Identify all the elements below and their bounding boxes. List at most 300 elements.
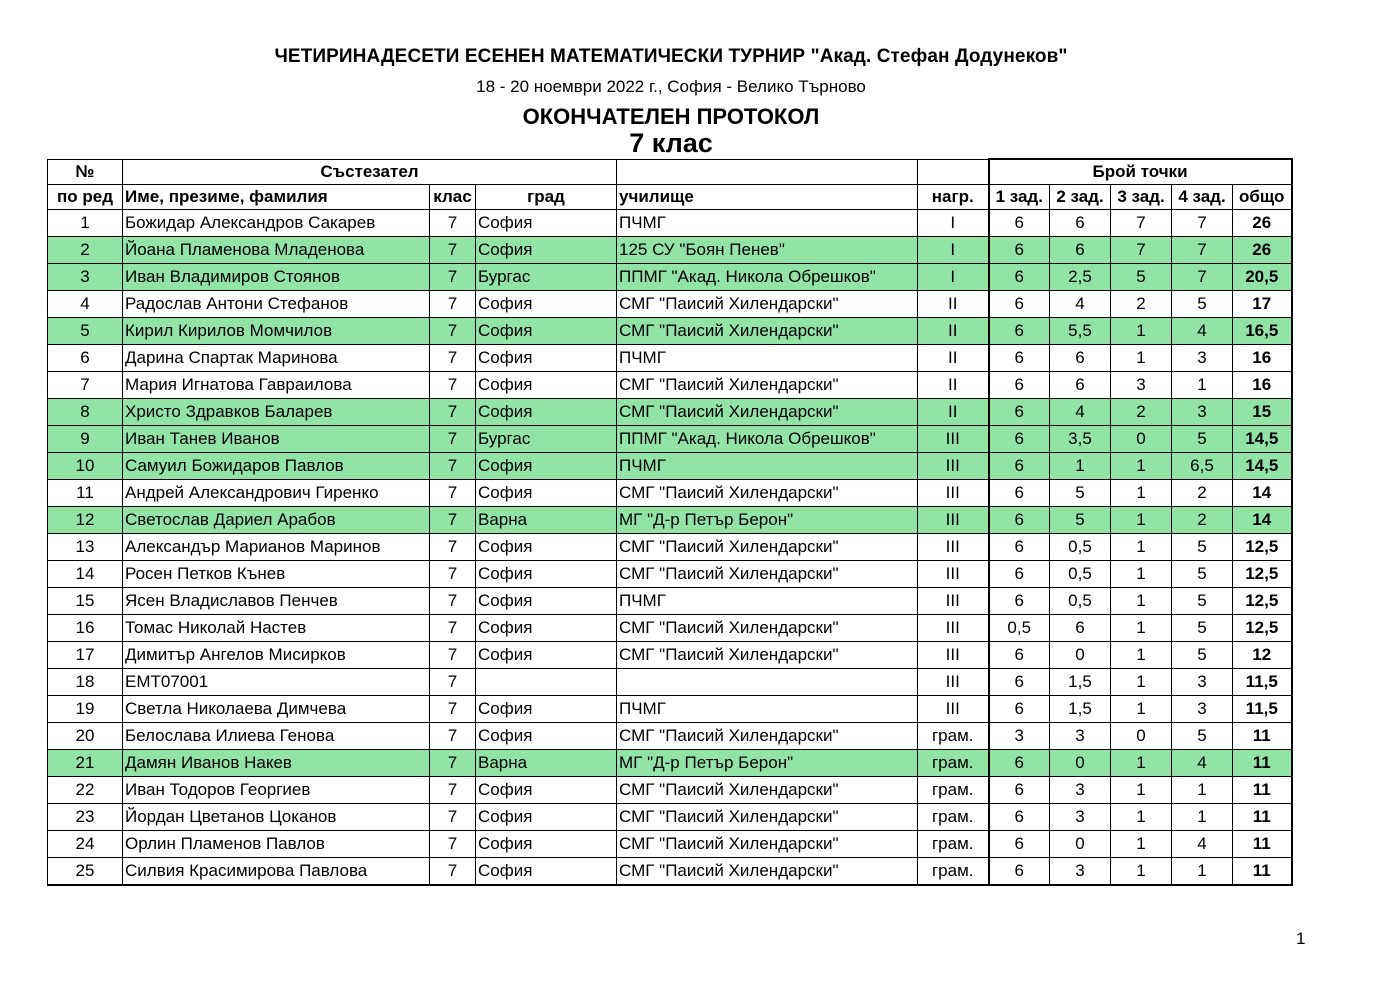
contestant-school: СМГ "Паисий Хилендарски" xyxy=(617,858,918,886)
contestant-school: 125 СУ "Боян Пенев" xyxy=(617,237,918,264)
contestant-award: III xyxy=(918,507,989,534)
contestant-grade: 7 xyxy=(430,318,476,345)
header-award: нагр. xyxy=(918,185,989,210)
score-problem-2: 2,5 xyxy=(1050,264,1111,291)
contestant-award: III xyxy=(918,615,989,642)
contestant-name: EMT07001 xyxy=(123,669,430,696)
score-problem-3: 0 xyxy=(1111,426,1172,453)
contestant-name: Орлин Пламенов Павлов xyxy=(123,831,430,858)
contestant-name: Иван Владимиров Стоянов xyxy=(123,264,430,291)
score-problem-1: 6 xyxy=(989,534,1050,561)
contestant-name: Светослав Дариел Арабов xyxy=(123,507,430,534)
contestant-grade: 7 xyxy=(430,777,476,804)
score-total: 16 xyxy=(1233,372,1292,399)
score-problem-2: 0 xyxy=(1050,642,1111,669)
contestant-grade: 7 xyxy=(430,480,476,507)
contestant-grade: 7 xyxy=(430,804,476,831)
class-label: 7 клас xyxy=(629,128,713,158)
score-problem-3: 1 xyxy=(1111,561,1172,588)
table-row xyxy=(48,588,1292,615)
score-problem-4: 4 xyxy=(1172,750,1233,777)
score-problem-3: 3 xyxy=(1111,372,1172,399)
contestant-name: Мария Игнатова Гавраилова xyxy=(123,372,430,399)
contestant-grade: 7 xyxy=(430,750,476,777)
header-contestant: Състезател xyxy=(123,159,617,185)
contestant-name: Димитър Ангелов Мисирков xyxy=(123,642,430,669)
score-problem-2: 6 xyxy=(1050,345,1111,372)
contestant-school: СМГ "Паисий Хилендарски" xyxy=(617,615,918,642)
contestant-name: Светла Николаева Димчева xyxy=(123,696,430,723)
score-problem-2: 4 xyxy=(1050,399,1111,426)
score-problem-1: 6 xyxy=(989,480,1050,507)
contestant-name: Андрей Александрович Гиренко xyxy=(123,480,430,507)
contestant-school: СМГ "Паисий Хилендарски" xyxy=(617,399,918,426)
contestant-city: София xyxy=(476,561,617,588)
protocol-heading: ОКОНЧАТЕЛЕН ПРОТОКОЛ xyxy=(522,104,820,129)
score-problem-1: 6 xyxy=(989,507,1050,534)
table-row xyxy=(48,237,1292,264)
score-problem-3: 7 xyxy=(1111,237,1172,264)
contestant-city: София xyxy=(476,291,617,318)
contestant-grade: 7 xyxy=(430,588,476,615)
contestant-award: грам. xyxy=(918,723,989,750)
contestant-school: СМГ "Паисий Хилендарски" xyxy=(617,642,918,669)
score-problem-4: 5 xyxy=(1172,642,1233,669)
table-row xyxy=(48,480,1292,507)
contestant-city: София xyxy=(476,345,617,372)
score-problem-4: 3 xyxy=(1172,345,1233,372)
contestant-name: Самуил Божидаров Павлов xyxy=(123,453,430,480)
contestant-name: Белослава Илиева Генова xyxy=(123,723,430,750)
contestant-school: ПЧМГ xyxy=(617,696,918,723)
contestant-school: СМГ "Паисий Хилендарски" xyxy=(617,561,918,588)
table-row xyxy=(48,615,1292,642)
contestant-school: СМГ "Паисий Хилендарски" xyxy=(617,372,918,399)
header-no: № xyxy=(48,159,123,185)
score-problem-3: 1 xyxy=(1111,534,1172,561)
contestant-award: грам. xyxy=(918,750,989,777)
header-blank-award xyxy=(918,159,989,185)
score-problem-4: 3 xyxy=(1172,669,1233,696)
row-number: 20 xyxy=(48,723,123,750)
score-problem-3: 2 xyxy=(1111,399,1172,426)
contestant-name: Иван Тодоров Георгиев xyxy=(123,777,430,804)
score-problem-4: 2 xyxy=(1172,507,1233,534)
table-row xyxy=(48,804,1292,831)
score-total: 12,5 xyxy=(1233,615,1292,642)
score-problem-2: 3 xyxy=(1050,804,1111,831)
score-total: 20,5 xyxy=(1233,264,1292,291)
score-problem-2: 0,5 xyxy=(1050,534,1111,561)
contestant-city: София xyxy=(476,831,617,858)
contestant-award: грам. xyxy=(918,804,989,831)
score-total: 14 xyxy=(1233,507,1292,534)
contestant-award: III xyxy=(918,669,989,696)
score-problem-3: 1 xyxy=(1111,804,1172,831)
contestant-school: СМГ "Паисий Хилендарски" xyxy=(617,534,918,561)
score-problem-1: 6 xyxy=(989,291,1050,318)
score-problem-4: 5 xyxy=(1172,615,1233,642)
table-row xyxy=(48,318,1292,345)
contestant-award: III xyxy=(918,561,989,588)
header-grade: клас xyxy=(430,185,476,210)
score-problem-1: 6 xyxy=(989,642,1050,669)
score-problem-3: 1 xyxy=(1111,696,1172,723)
table-row xyxy=(48,264,1292,291)
score-problem-4: 5 xyxy=(1172,723,1233,750)
score-problem-3: 1 xyxy=(1111,453,1172,480)
header-name: Име, презиме, фамилия xyxy=(123,185,430,210)
contestant-city: София xyxy=(476,777,617,804)
score-total: 17 xyxy=(1233,291,1292,318)
contestant-city: София xyxy=(476,453,617,480)
score-problem-1: 6 xyxy=(989,777,1050,804)
contestant-city: София xyxy=(476,480,617,507)
score-problem-3: 1 xyxy=(1111,750,1172,777)
row-number: 15 xyxy=(48,588,123,615)
contestant-award: III xyxy=(918,480,989,507)
row-number: 14 xyxy=(48,561,123,588)
table-row xyxy=(48,453,1292,480)
score-problem-4: 3 xyxy=(1172,399,1233,426)
table-row xyxy=(48,858,1292,886)
table-row xyxy=(48,777,1292,804)
contestant-name: Силвия Красимирова Павлова xyxy=(123,858,430,886)
contestant-name: Росен Петков Кънев xyxy=(123,561,430,588)
contestant-name: Йоана Пламенова Младенова xyxy=(123,237,430,264)
score-problem-3: 1 xyxy=(1111,831,1172,858)
contestant-city: София xyxy=(476,318,617,345)
contestant-grade: 7 xyxy=(430,453,476,480)
contestant-name: Йордан Цветанов Цоканов xyxy=(123,804,430,831)
row-number: 10 xyxy=(48,453,123,480)
contestant-grade: 7 xyxy=(430,831,476,858)
score-problem-2: 0 xyxy=(1050,831,1111,858)
row-number: 24 xyxy=(48,831,123,858)
score-problem-2: 0,5 xyxy=(1050,561,1111,588)
contestant-name: Радослав Антони Стефанов xyxy=(123,291,430,318)
contestant-name: Александър Марианов Маринов xyxy=(123,534,430,561)
contestant-city: София xyxy=(476,588,617,615)
score-problem-4: 7 xyxy=(1172,210,1233,237)
contestant-school: СМГ "Паисий Хилендарски" xyxy=(617,480,918,507)
contestant-city: София xyxy=(476,696,617,723)
contestant-school: СМГ "Паисий Хилендарски" xyxy=(617,723,918,750)
contestant-name: Кирил Кирилов Момчилов xyxy=(123,318,430,345)
table-row xyxy=(48,345,1292,372)
contestant-award: грам. xyxy=(918,777,989,804)
score-problem-3: 1 xyxy=(1111,615,1172,642)
header-blank-school xyxy=(617,159,918,185)
contestant-grade: 7 xyxy=(430,291,476,318)
contestant-school: ППМГ "Акад. Никола Обрешков" xyxy=(617,264,918,291)
document-title: ЧЕТИРИНАДЕСЕТИ ЕСЕНЕН МАТЕМАТИЧЕСКИ ТУРНИР "Акад. Стефан Додунеков" xyxy=(274,46,1068,67)
contestant-school: ПЧМГ xyxy=(617,453,918,480)
row-number: 1 xyxy=(48,210,123,237)
contestant-school: МГ "Д-р Петър Берон" xyxy=(617,507,918,534)
contestant-grade: 7 xyxy=(430,696,476,723)
contestant-grade: 7 xyxy=(430,210,476,237)
contestant-award: III xyxy=(918,453,989,480)
score-problem-3: 1 xyxy=(1111,507,1172,534)
contestant-grade: 7 xyxy=(430,264,476,291)
score-problem-1: 6 xyxy=(989,345,1050,372)
contestant-award: II xyxy=(918,372,989,399)
table-row xyxy=(48,372,1292,399)
contestant-name: Дамян Иванов Накев xyxy=(123,750,430,777)
contestant-grade: 7 xyxy=(430,561,476,588)
contestant-award: III xyxy=(918,642,989,669)
row-number: 16 xyxy=(48,615,123,642)
row-number: 12 xyxy=(48,507,123,534)
score-problem-2: 1,5 xyxy=(1050,669,1111,696)
score-problem-4: 5 xyxy=(1172,426,1233,453)
contestant-school: ПЧМГ xyxy=(617,588,918,615)
score-total: 12,5 xyxy=(1233,534,1292,561)
row-number: 8 xyxy=(48,399,123,426)
score-total: 12 xyxy=(1233,642,1292,669)
score-total: 26 xyxy=(1233,237,1292,264)
row-number: 25 xyxy=(48,858,123,886)
score-problem-3: 2 xyxy=(1111,291,1172,318)
contestant-name: Ясен Владиславов Пенчев xyxy=(123,588,430,615)
contestant-grade: 7 xyxy=(430,669,476,696)
score-problem-4: 1 xyxy=(1172,858,1233,886)
table-row xyxy=(48,399,1292,426)
score-problem-1: 6 xyxy=(989,210,1050,237)
contestant-school: СМГ "Паисий Хилендарски" xyxy=(617,804,918,831)
score-total: 11 xyxy=(1233,804,1292,831)
score-problem-1: 6 xyxy=(989,372,1050,399)
score-problem-3: 5 xyxy=(1111,264,1172,291)
header-total: общо xyxy=(1233,185,1292,210)
score-problem-3: 1 xyxy=(1111,318,1172,345)
contestant-grade: 7 xyxy=(430,237,476,264)
header-problem-2: 2 зад. xyxy=(1050,185,1111,210)
contestant-award: I xyxy=(918,237,989,264)
score-problem-1: 6 xyxy=(989,669,1050,696)
score-problem-1: 3 xyxy=(989,723,1050,750)
score-problem-4: 7 xyxy=(1172,264,1233,291)
contestant-city: София xyxy=(476,804,617,831)
score-problem-4: 4 xyxy=(1172,318,1233,345)
score-problem-2: 6 xyxy=(1050,237,1111,264)
score-total: 14,5 xyxy=(1233,453,1292,480)
table-row xyxy=(48,696,1292,723)
contestant-award: II xyxy=(918,318,989,345)
score-problem-2: 0,5 xyxy=(1050,588,1111,615)
score-problem-2: 3 xyxy=(1050,723,1111,750)
contestant-school: СМГ "Паисий Хилендарски" xyxy=(617,831,918,858)
score-problem-1: 6 xyxy=(989,588,1050,615)
score-total: 11 xyxy=(1233,777,1292,804)
row-number: 7 xyxy=(48,372,123,399)
score-problem-2: 6 xyxy=(1050,615,1111,642)
score-total: 16,5 xyxy=(1233,318,1292,345)
score-problem-1: 6 xyxy=(989,237,1050,264)
table-row xyxy=(48,750,1292,777)
contestant-grade: 7 xyxy=(430,858,476,886)
contestant-award: грам. xyxy=(918,831,989,858)
contestant-grade: 7 xyxy=(430,723,476,750)
score-problem-4: 1 xyxy=(1172,372,1233,399)
score-problem-2: 6 xyxy=(1050,372,1111,399)
score-problem-3: 1 xyxy=(1111,858,1172,886)
row-number: 21 xyxy=(48,750,123,777)
row-number: 13 xyxy=(48,534,123,561)
score-total: 12,5 xyxy=(1233,588,1292,615)
score-problem-2: 3,5 xyxy=(1050,426,1111,453)
table-row xyxy=(48,534,1292,561)
contestant-name: Христо Здравков Баларев xyxy=(123,399,430,426)
score-problem-2: 6 xyxy=(1050,210,1111,237)
row-number: 5 xyxy=(48,318,123,345)
header-row-no: по ред xyxy=(48,185,123,210)
score-problem-4: 7 xyxy=(1172,237,1233,264)
score-problem-2: 1,5 xyxy=(1050,696,1111,723)
score-total: 11,5 xyxy=(1233,696,1292,723)
score-total: 11 xyxy=(1233,723,1292,750)
header-points: Брой точки xyxy=(989,159,1292,185)
contestant-city: София xyxy=(476,534,617,561)
score-total: 11,5 xyxy=(1233,669,1292,696)
score-problem-3: 1 xyxy=(1111,669,1172,696)
contestant-city: Бургас xyxy=(476,264,617,291)
contestant-school xyxy=(617,669,918,696)
score-problem-3: 1 xyxy=(1111,588,1172,615)
score-problem-2: 3 xyxy=(1050,777,1111,804)
contestant-name: Томас Николай Настев xyxy=(123,615,430,642)
score-total: 11 xyxy=(1233,750,1292,777)
score-problem-4: 1 xyxy=(1172,804,1233,831)
score-problem-2: 1 xyxy=(1050,453,1111,480)
score-problem-1: 6 xyxy=(989,318,1050,345)
table-row xyxy=(48,723,1292,750)
score-problem-2: 5 xyxy=(1050,480,1111,507)
contestant-city: София xyxy=(476,237,617,264)
contestant-grade: 7 xyxy=(430,642,476,669)
row-number: 23 xyxy=(48,804,123,831)
contestant-award: I xyxy=(918,264,989,291)
contestant-city xyxy=(476,669,617,696)
table-row xyxy=(48,426,1292,453)
table-row xyxy=(48,642,1292,669)
contestant-school: ПЧМГ xyxy=(617,345,918,372)
score-problem-1: 6 xyxy=(989,831,1050,858)
score-problem-1: 6 xyxy=(989,858,1050,886)
score-problem-1: 6 xyxy=(989,453,1050,480)
score-problem-1: 6 xyxy=(989,561,1050,588)
score-total: 15 xyxy=(1233,399,1292,426)
row-number: 22 xyxy=(48,777,123,804)
row-number: 11 xyxy=(48,480,123,507)
contestant-grade: 7 xyxy=(430,426,476,453)
score-total: 16 xyxy=(1233,345,1292,372)
score-problem-3: 1 xyxy=(1111,777,1172,804)
contestant-city: Бургас xyxy=(476,426,617,453)
header-city: град xyxy=(476,185,617,210)
contestant-award: III xyxy=(918,696,989,723)
score-problem-1: 6 xyxy=(989,399,1050,426)
score-problem-1: 6 xyxy=(989,696,1050,723)
score-problem-4: 6,5 xyxy=(1172,453,1233,480)
contestant-grade: 7 xyxy=(430,507,476,534)
contestant-award: II xyxy=(918,399,989,426)
contestant-school: ППМГ "Акад. Никола Обрешков" xyxy=(617,426,918,453)
score-problem-1: 6 xyxy=(989,426,1050,453)
contestant-name: Божидар Александров Сакарев xyxy=(123,210,430,237)
row-number: 18 xyxy=(48,669,123,696)
score-problem-3: 1 xyxy=(1111,642,1172,669)
contestant-city: Варна xyxy=(476,750,617,777)
contestant-grade: 7 xyxy=(430,345,476,372)
score-total: 26 xyxy=(1233,210,1292,237)
score-total: 11 xyxy=(1233,858,1292,886)
contestant-school: СМГ "Паисий Хилендарски" xyxy=(617,777,918,804)
score-problem-1: 0,5 xyxy=(989,615,1050,642)
score-problem-4: 3 xyxy=(1172,696,1233,723)
page-number: 1 xyxy=(1296,929,1306,948)
contestant-award: III xyxy=(918,426,989,453)
table-row xyxy=(48,831,1292,858)
score-problem-3: 7 xyxy=(1111,210,1172,237)
row-number: 19 xyxy=(48,696,123,723)
contestant-grade: 7 xyxy=(430,615,476,642)
score-total: 14,5 xyxy=(1233,426,1292,453)
contestant-award: III xyxy=(918,588,989,615)
contestant-grade: 7 xyxy=(430,372,476,399)
score-problem-1: 6 xyxy=(989,804,1050,831)
contestant-name: Иван Танев Иванов xyxy=(123,426,430,453)
contestant-award: III xyxy=(918,534,989,561)
row-number: 9 xyxy=(48,426,123,453)
score-problem-4: 4 xyxy=(1172,831,1233,858)
table-row xyxy=(48,669,1292,696)
contestant-city: София xyxy=(476,858,617,886)
score-problem-1: 6 xyxy=(989,264,1050,291)
contestant-city: София xyxy=(476,642,617,669)
contestant-city: София xyxy=(476,615,617,642)
contestant-school: ПЧМГ xyxy=(617,210,918,237)
score-problem-2: 5 xyxy=(1050,507,1111,534)
score-problem-4: 2 xyxy=(1172,480,1233,507)
contestant-city: Варна xyxy=(476,507,617,534)
score-problem-3: 1 xyxy=(1111,345,1172,372)
table-row xyxy=(48,507,1292,534)
contestant-grade: 7 xyxy=(430,399,476,426)
contestant-school: МГ "Д-р Петър Берон" xyxy=(617,750,918,777)
row-number: 3 xyxy=(48,264,123,291)
document-subtitle: 18 - 20 ноември 2022 г., София - Велико Търново xyxy=(476,77,866,96)
header-school: училище xyxy=(617,185,918,210)
table-header-row-2 xyxy=(48,185,1292,210)
row-number: 2 xyxy=(48,237,123,264)
row-number: 4 xyxy=(48,291,123,318)
contestant-school: СМГ "Паисий Хилендарски" xyxy=(617,318,918,345)
contestant-grade: 7 xyxy=(430,534,476,561)
table-header-row-1 xyxy=(48,159,1292,185)
contestant-award: II xyxy=(918,345,989,372)
score-problem-4: 5 xyxy=(1172,534,1233,561)
score-problem-2: 3 xyxy=(1050,858,1111,886)
score-problem-1: 6 xyxy=(989,750,1050,777)
score-problem-2: 0 xyxy=(1050,750,1111,777)
score-problem-4: 5 xyxy=(1172,588,1233,615)
row-number: 17 xyxy=(48,642,123,669)
score-total: 12,5 xyxy=(1233,561,1292,588)
contestant-award: II xyxy=(918,291,989,318)
table-row xyxy=(48,561,1292,588)
